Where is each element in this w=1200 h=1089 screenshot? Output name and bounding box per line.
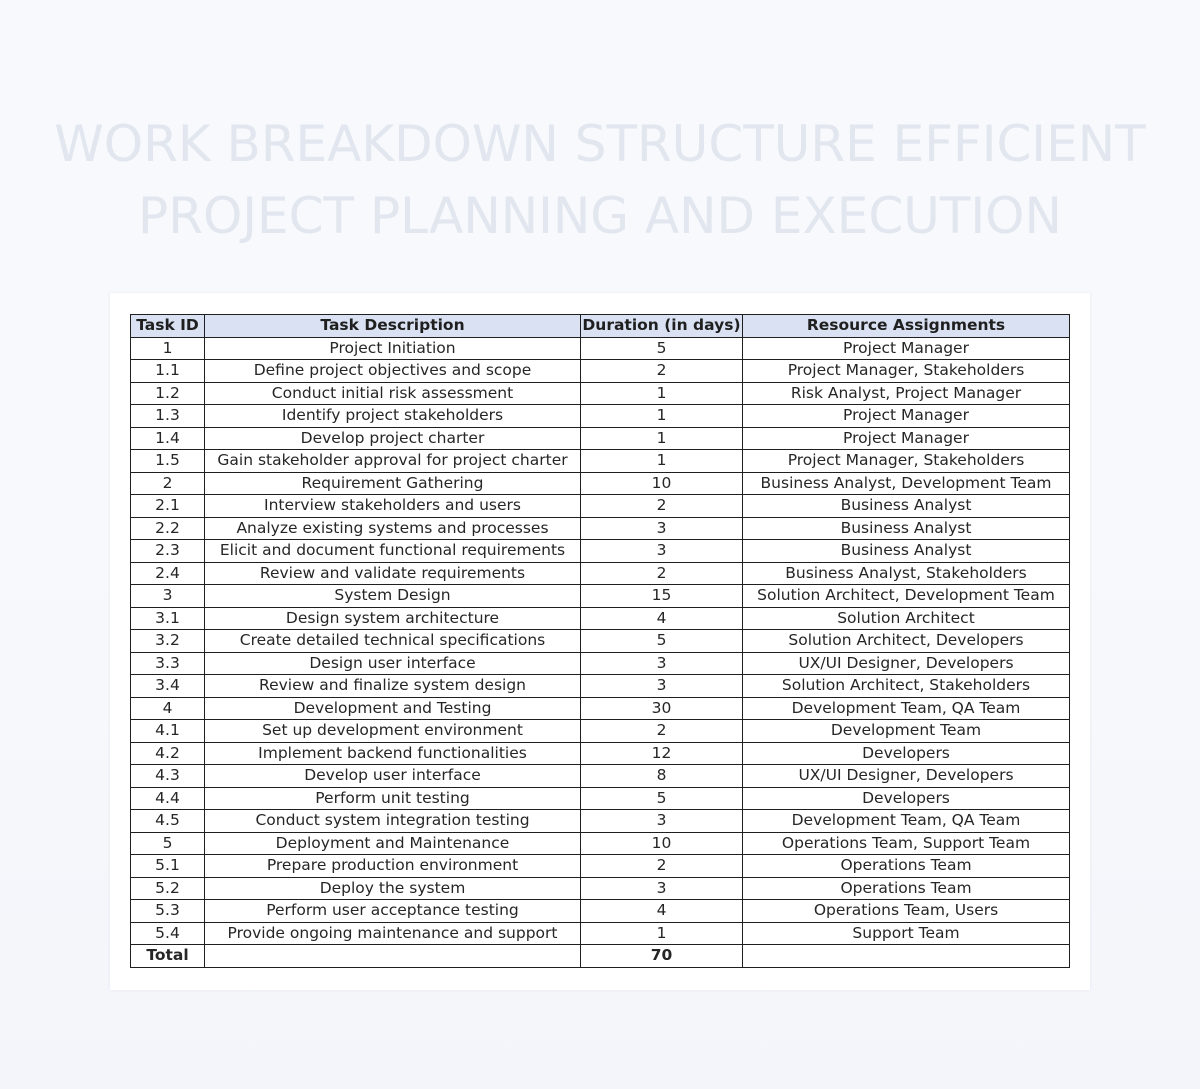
task-id-cell[interactable]: 1 — [131, 337, 205, 360]
total-row — [131, 945, 1070, 968]
duration-cell[interactable]: 10 — [581, 832, 743, 855]
resource-assignments-cell[interactable]: Developers — [743, 742, 1070, 765]
task-description-cell[interactable]: Identify project stakeholders — [205, 405, 581, 428]
task-id-cell[interactable]: 4.1 — [131, 720, 205, 743]
task-id-cell[interactable]: 1.2 — [131, 382, 205, 405]
task-description-cell[interactable]: Design system architecture — [205, 607, 581, 630]
table-row — [131, 450, 1070, 473]
header-resource-assignments[interactable]: Resource Assignments — [743, 315, 1070, 338]
resource-assignments-cell[interactable]: Operations Team, Users — [743, 900, 1070, 923]
table-row — [131, 337, 1070, 360]
task-id-cell[interactable]: 4 — [131, 697, 205, 720]
duration-cell[interactable]: 2 — [581, 495, 743, 518]
task-id-cell[interactable]: 3.3 — [131, 652, 205, 675]
duration-cell[interactable]: 3 — [581, 517, 743, 540]
resource-assignments-cell[interactable]: UX/UI Designer, Developers — [743, 765, 1070, 788]
resource-assignments-cell[interactable]: Business Analyst — [743, 540, 1070, 563]
spreadsheet-sheet — [110, 293, 1090, 990]
resource-assignments-cell[interactable]: Risk Analyst, Project Manager — [743, 382, 1070, 405]
resource-assignments-cell[interactable]: UX/UI Designer, Developers — [743, 652, 1070, 675]
table-row — [131, 517, 1070, 540]
duration-cell[interactable]: 8 — [581, 765, 743, 788]
header-row — [131, 315, 1070, 338]
table-row — [131, 472, 1070, 495]
duration-cell[interactable]: 1 — [581, 427, 743, 450]
duration-cell[interactable]: 1 — [581, 405, 743, 428]
resource-assignments-cell[interactable]: Solution Architect, Developers — [743, 630, 1070, 653]
duration-cell[interactable]: 12 — [581, 742, 743, 765]
task-id-cell[interactable]: 5.1 — [131, 855, 205, 878]
header-task-id[interactable]: Task ID — [131, 315, 205, 338]
task-id-cell[interactable]: 3 — [131, 585, 205, 608]
table-row — [131, 697, 1070, 720]
duration-cell[interactable]: 5 — [581, 787, 743, 810]
document-title — [0, 108, 1200, 252]
table-row — [131, 787, 1070, 810]
task-description-cell[interactable]: Create detailed technical specifications — [205, 630, 581, 653]
task-description-cell[interactable]: Implement backend functionalities — [205, 742, 581, 765]
table-row — [131, 585, 1070, 608]
task-description-cell[interactable]: Deployment and Maintenance — [205, 832, 581, 855]
task-id-cell[interactable]: 1.4 — [131, 427, 205, 450]
total-description-cell[interactable] — [205, 945, 581, 968]
task-id-cell[interactable]: 3.1 — [131, 607, 205, 630]
resource-assignments-cell[interactable]: Solution Architect, Stakeholders — [743, 675, 1070, 698]
table-row — [131, 810, 1070, 833]
task-description-cell[interactable]: Develop user interface — [205, 765, 581, 788]
task-description-cell[interactable]: Define project objectives and scope — [205, 360, 581, 383]
task-description-cell[interactable]: Project Initiation — [205, 337, 581, 360]
task-id-cell[interactable]: 1.1 — [131, 360, 205, 383]
table-body — [131, 337, 1070, 945]
duration-cell[interactable]: 3 — [581, 652, 743, 675]
resource-assignments-cell[interactable]: Developers — [743, 787, 1070, 810]
task-description-cell[interactable]: Conduct system integration testing — [205, 810, 581, 833]
title-line-1: WORK BREAKDOWN STRUCTURE EFFICIENT — [54, 115, 1146, 173]
duration-cell[interactable]: 3 — [581, 877, 743, 900]
task-id-cell[interactable]: 3.2 — [131, 630, 205, 653]
task-id-cell[interactable]: 2.4 — [131, 562, 205, 585]
task-description-cell[interactable]: Gain stakeholder approval for project charter — [205, 450, 581, 473]
table-row — [131, 922, 1070, 945]
table-row — [131, 562, 1070, 585]
resource-assignments-cell[interactable]: Operations Team — [743, 877, 1070, 900]
table-row — [131, 630, 1070, 653]
task-description-cell[interactable]: Development and Testing — [205, 697, 581, 720]
duration-cell[interactable]: 1 — [581, 922, 743, 945]
table-row — [131, 495, 1070, 518]
task-description-cell[interactable]: Prepare production environment — [205, 855, 581, 878]
task-description-cell[interactable]: Analyze existing systems and processes — [205, 517, 581, 540]
table-row — [131, 855, 1070, 878]
resource-assignments-cell[interactable]: Business Analyst — [743, 517, 1070, 540]
table-row — [131, 405, 1070, 428]
task-description-cell[interactable]: Perform unit testing — [205, 787, 581, 810]
total-label-cell[interactable]: Total — [131, 945, 205, 968]
duration-cell[interactable]: 10 — [581, 472, 743, 495]
table-row — [131, 427, 1070, 450]
task-description-cell[interactable]: Review and finalize system design — [205, 675, 581, 698]
table-row — [131, 382, 1070, 405]
duration-cell[interactable]: 3 — [581, 675, 743, 698]
task-description-cell[interactable]: Conduct initial risk assessment — [205, 382, 581, 405]
table-row — [131, 877, 1070, 900]
duration-cell[interactable]: 3 — [581, 810, 743, 833]
resource-assignments-cell[interactable]: Project Manager — [743, 405, 1070, 428]
resource-assignments-cell[interactable]: Business Analyst — [743, 495, 1070, 518]
duration-cell[interactable]: 1 — [581, 450, 743, 473]
task-description-cell[interactable]: Elicit and document functional requirements — [205, 540, 581, 563]
task-id-cell[interactable]: 2.1 — [131, 495, 205, 518]
task-id-cell[interactable]: 5.4 — [131, 922, 205, 945]
header-duration[interactable]: Duration (in days) — [581, 315, 743, 338]
task-id-cell[interactable]: 5.3 — [131, 900, 205, 923]
task-id-cell[interactable]: 5.2 — [131, 877, 205, 900]
total-duration-cell[interactable]: 70 — [581, 945, 743, 968]
duration-cell[interactable]: 2 — [581, 562, 743, 585]
header-task-description[interactable]: Task Description — [205, 315, 581, 338]
resource-assignments-cell[interactable]: Business Analyst, Stakeholders — [743, 562, 1070, 585]
resource-assignments-cell[interactable]: Operations Team — [743, 855, 1070, 878]
table-row — [131, 832, 1070, 855]
task-description-cell[interactable]: Interview stakeholders and users — [205, 495, 581, 518]
task-description-cell[interactable]: Perform user acceptance testing — [205, 900, 581, 923]
task-id-cell[interactable]: 4.3 — [131, 765, 205, 788]
duration-cell[interactable]: 15 — [581, 585, 743, 608]
task-id-cell[interactable]: 3.4 — [131, 675, 205, 698]
task-description-cell[interactable]: Develop project charter — [205, 427, 581, 450]
task-id-cell[interactable]: 2.2 — [131, 517, 205, 540]
table-row — [131, 742, 1070, 765]
task-id-cell[interactable]: 1.3 — [131, 405, 205, 428]
resource-assignments-cell[interactable]: Support Team — [743, 922, 1070, 945]
task-description-cell[interactable]: System Design — [205, 585, 581, 608]
task-description-cell[interactable]: Design user interface — [205, 652, 581, 675]
duration-cell[interactable]: 1 — [581, 382, 743, 405]
table-row — [131, 652, 1070, 675]
duration-cell[interactable]: 5 — [581, 337, 743, 360]
resource-assignments-cell[interactable]: Operations Team, Support Team — [743, 832, 1070, 855]
table-row — [131, 540, 1070, 563]
table-row — [131, 607, 1070, 630]
resource-assignments-cell[interactable]: Development Team, QA Team — [743, 697, 1070, 720]
resource-assignments-cell[interactable]: Project Manager, Stakeholders — [743, 450, 1070, 473]
task-id-cell[interactable]: 4.2 — [131, 742, 205, 765]
table-row — [131, 900, 1070, 923]
wbs-table — [130, 314, 1070, 968]
task-id-cell[interactable]: 4.4 — [131, 787, 205, 810]
duration-cell[interactable]: 4 — [581, 900, 743, 923]
task-description-cell[interactable]: Review and validate requirements — [205, 562, 581, 585]
resource-assignments-cell[interactable]: Project Manager, Stakeholders — [743, 360, 1070, 383]
resource-assignments-cell[interactable]: Development Team — [743, 720, 1070, 743]
table-row — [131, 360, 1070, 383]
duration-cell[interactable]: 30 — [581, 697, 743, 720]
task-id-cell[interactable]: 2 — [131, 472, 205, 495]
task-id-cell[interactable]: 4.5 — [131, 810, 205, 833]
duration-cell[interactable]: 2 — [581, 360, 743, 383]
resource-assignments-cell[interactable]: Project Manager — [743, 337, 1070, 360]
duration-cell[interactable]: 4 — [581, 607, 743, 630]
title-line-2: PROJECT PLANNING AND EXECUTION — [138, 187, 1062, 245]
duration-cell[interactable]: 2 — [581, 720, 743, 743]
task-id-cell[interactable]: 5 — [131, 832, 205, 855]
duration-cell[interactable]: 5 — [581, 630, 743, 653]
task-description-cell[interactable]: Requirement Gathering — [205, 472, 581, 495]
table-row — [131, 675, 1070, 698]
duration-cell[interactable]: 2 — [581, 855, 743, 878]
total-resources-cell[interactable] — [743, 945, 1070, 968]
task-id-cell[interactable]: 1.5 — [131, 450, 205, 473]
resource-assignments-cell[interactable]: Development Team, QA Team — [743, 810, 1070, 833]
task-description-cell[interactable]: Deploy the system — [205, 877, 581, 900]
task-description-cell[interactable]: Set up development environment — [205, 720, 581, 743]
resource-assignments-cell[interactable]: Solution Architect — [743, 607, 1070, 630]
task-id-cell[interactable]: 2.3 — [131, 540, 205, 563]
duration-cell[interactable]: 3 — [581, 540, 743, 563]
table-row — [131, 720, 1070, 743]
resource-assignments-cell[interactable]: Business Analyst, Development Team — [743, 472, 1070, 495]
resource-assignments-cell[interactable]: Solution Architect, Development Team — [743, 585, 1070, 608]
task-description-cell[interactable]: Provide ongoing maintenance and support — [205, 922, 581, 945]
table-row — [131, 765, 1070, 788]
resource-assignments-cell[interactable]: Project Manager — [743, 427, 1070, 450]
